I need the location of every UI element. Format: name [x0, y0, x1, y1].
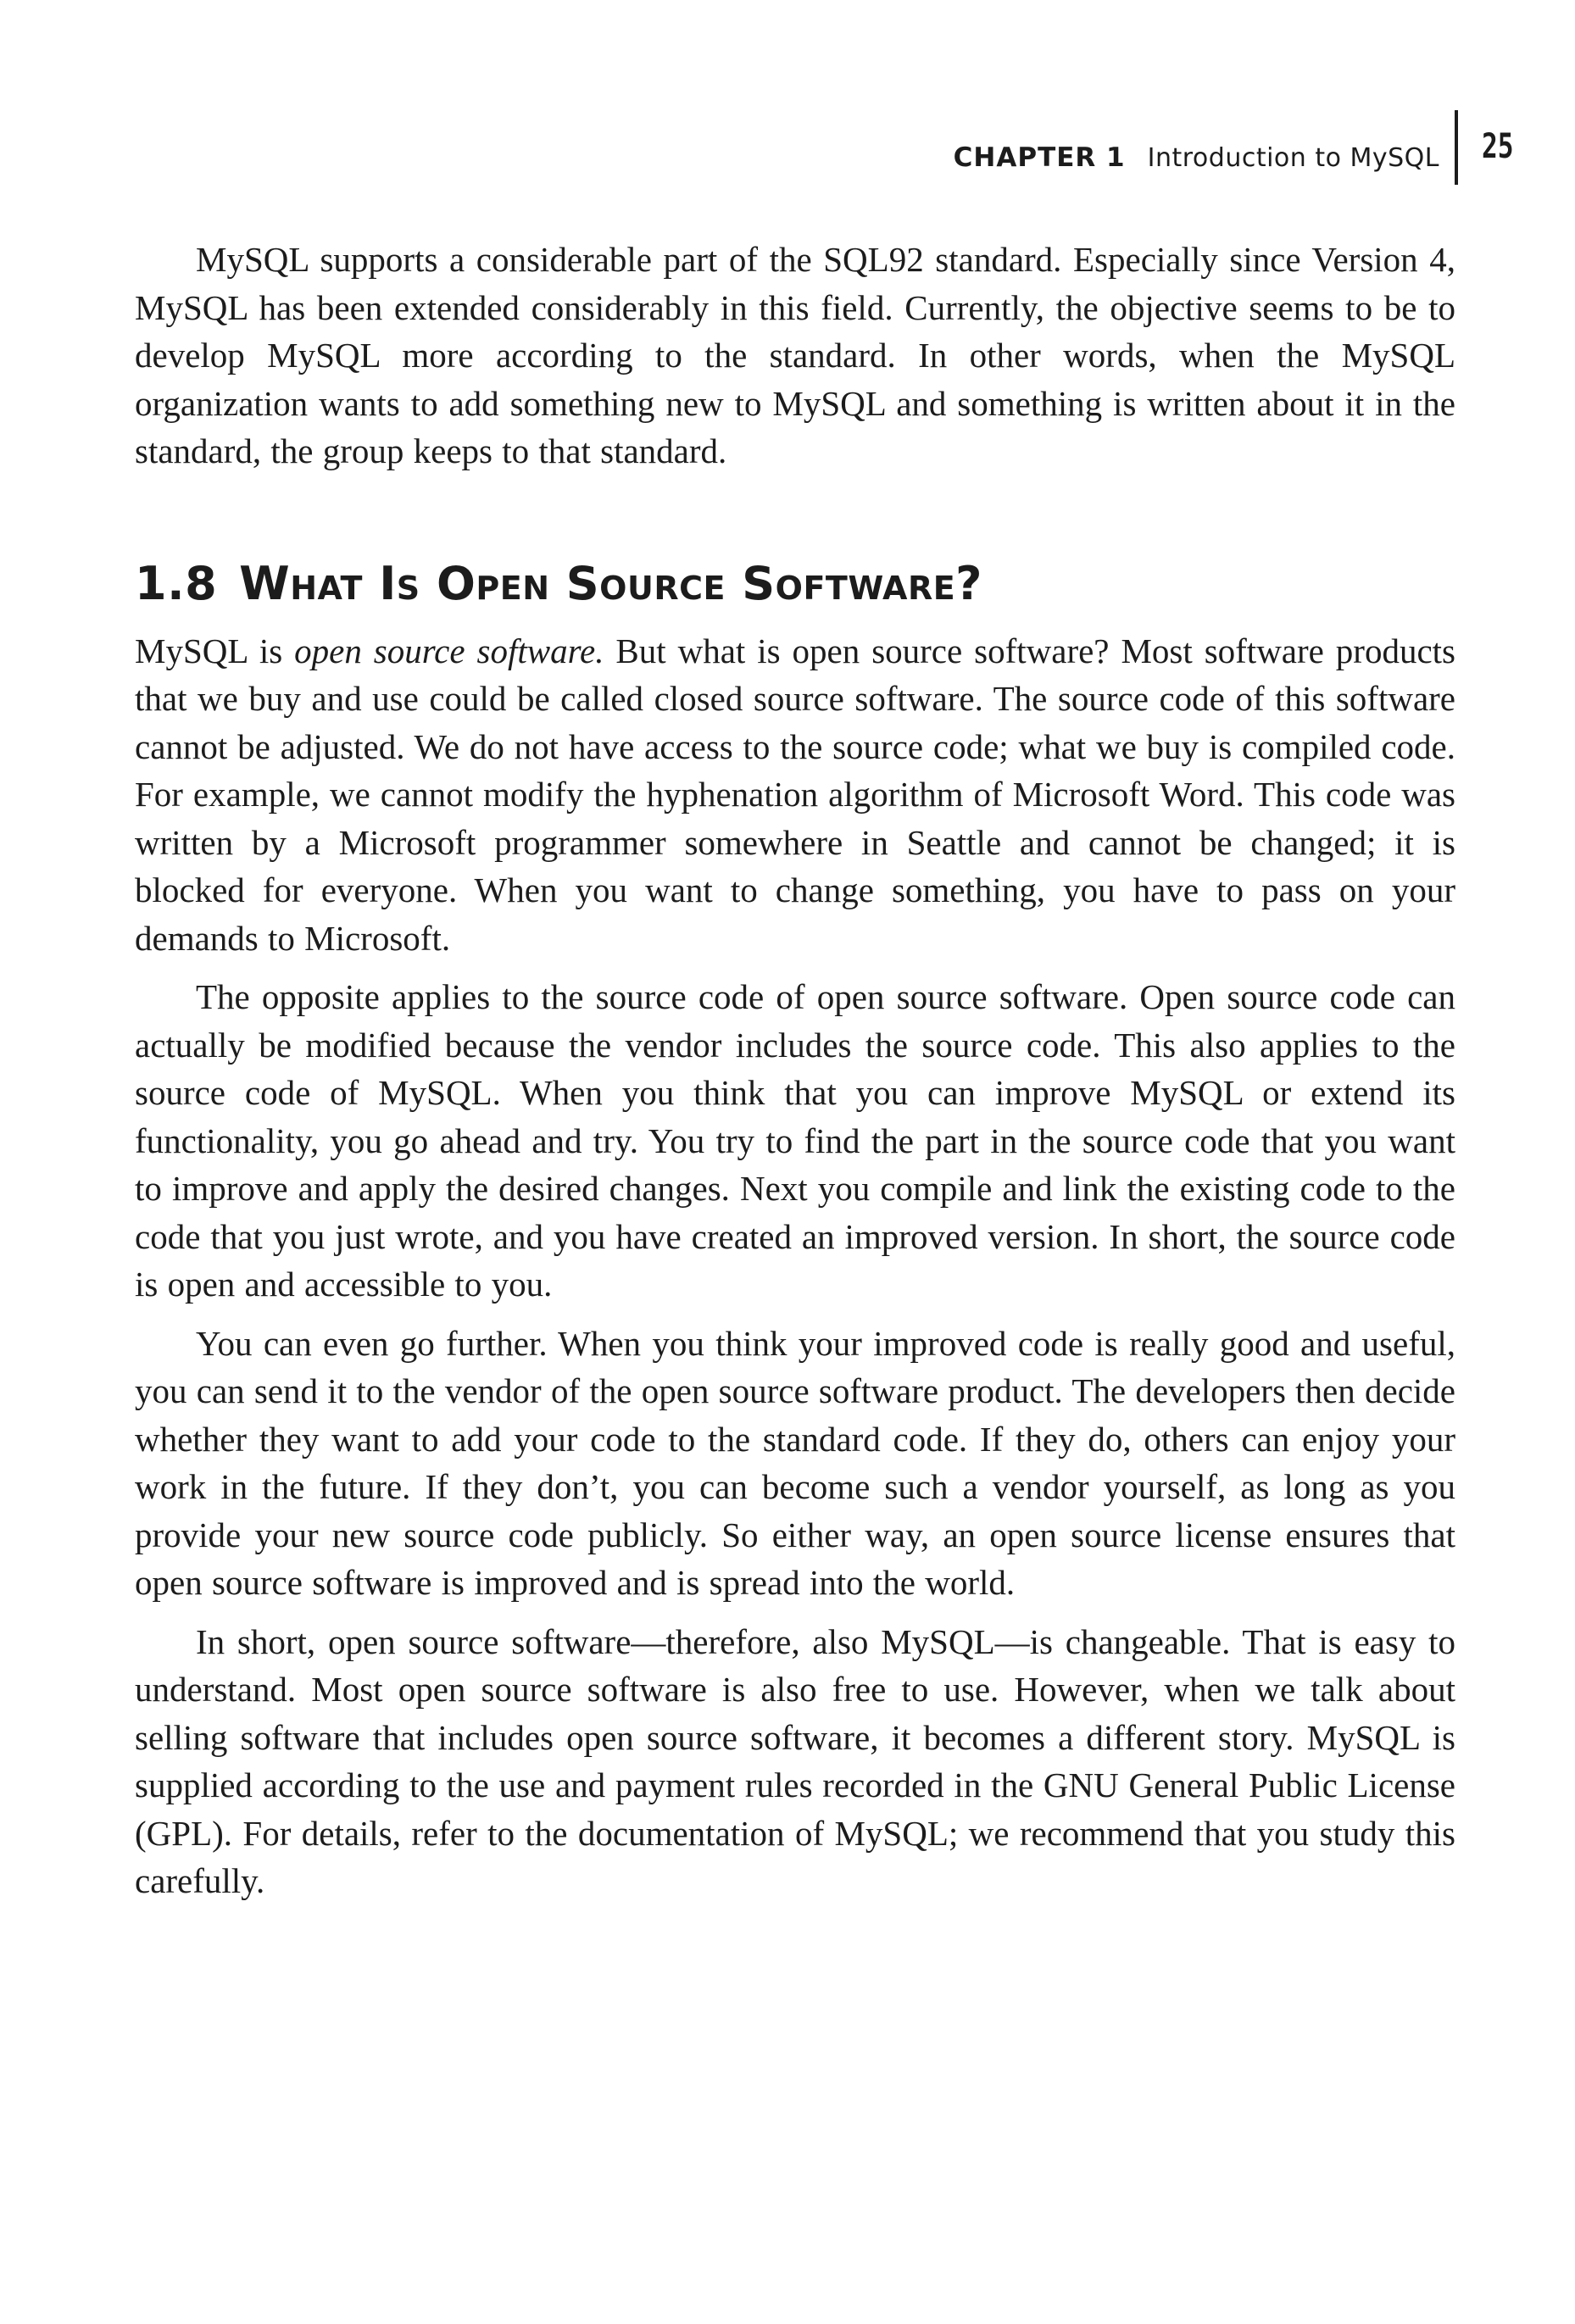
chapter-title: Introduction to MySQL: [1147, 142, 1439, 173]
page-number: 25: [1482, 127, 1514, 166]
body-text: [135, 236, 1455, 1905]
paragraph-short: In short, open source software—therefore, also MySQL—is changeable. That is easy to understand. Most open source software is also free to use. However, when we talk about selling software that includes open source software, it becomes a different story. MySQL is supplied according to the use and payment rules recorded in the GNU General Public License (GPL). For details, refer to the documentation of MySQL; we recommend that you study this carefully.: [135, 1621, 1455, 1900]
paragraph-sql92: MySQL supports a considerable part of the SQL92 standard. Especially since Version 4, MySQL has been extended considerably in this field. Currently, the objective seems to be to develop MySQL more according to the standard. In other words, when the MySQL organization wants to add something new to MySQL and something is written about it in the standard, the group keeps to that standard.: [135, 240, 1455, 470]
paragraph-intro-italic: open source software.: [294, 631, 604, 670]
chapter-label: CHAPTER 1: [953, 142, 1126, 173]
section-title: What Is Open Source Software?: [239, 556, 982, 610]
section-heading: [135, 557, 1455, 610]
running-head: [253, 124, 1439, 192]
paragraph-opposite: The opposite applies to the source code of open source software. Open source code can actually be modified because the vendor includes the source code. This also applies to the source code of MySQL. When you think that you can improve MySQL or extend its functionality, you go ahead and try. You try to find the part in the source code that you want to improve and apply the desired changes. Next you compile and link the existing code to the code that you just wrote, and you have created an improved version. In short, the source code is open and accessible to you.: [135, 977, 1455, 1304]
paragraph-open-source-intro: [135, 627, 1455, 963]
header-divider: [1455, 110, 1458, 185]
section-number: 1.8: [135, 556, 218, 610]
paragraph-intro-rest: But what is open source software? Most software products that we buy and use could be called closed source software. The source code of this software cannot be adjusted. We do not have access to the source code; what we buy is compiled code. For example, we cannot modify the hyphenation algorithm of Microsoft Word. This code was written by a Microsoft programmer somewhere in Seattle and cannot be changed; it is blocked for everyone. When you want to change something, you have to pass on your demands to Microsoft.: [135, 631, 1455, 958]
paragraph-further: You can even go further. When you think your improved code is really good and useful, you can send it to the vendor of the open source software product. The developers then decide whether they want to add your code to the standard code. If they do, others can enjoy your work in the future. If they don’t, you can become such a vendor yourself, as long as you provide your new source code publicly. So either way, an open source license ensures that open source software is improved and is spread into the world.: [135, 1323, 1455, 1602]
paragraph-intro-start: MySQL is: [135, 631, 295, 670]
